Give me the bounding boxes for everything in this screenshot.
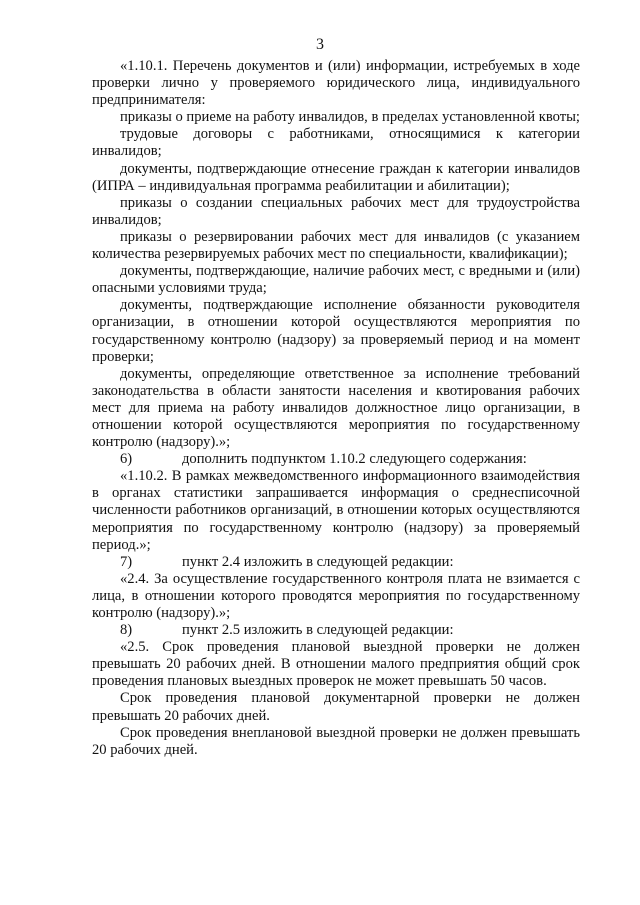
list-item-7 [92,554,580,571]
paragraph-special-workplaces: приказы о создании специальных рабочих мест для трудоустройства инвалидов; [92,194,580,228]
item-number: 6) [120,451,133,468]
item-text: пункт 2.5 изложить в следующей редакции: [182,622,454,639]
paragraph-1-10-1: «1.10.1. Перечень документов и (или) информации, истребуемых в ходе проверки лично у проверяемого юридического лица, индивидуального предпринимателя: [92,58,580,109]
paragraph-1-10-2: «1.10.2. В рамках межведомственного информационного взаимодействия в органах статистики запрашивается информация о среднесписочной численности работников организаций, в отношении которых осуществляются мероприятия по государственному контролю (надзору) за проверяемый период.»; [92,468,580,553]
paragraph-labor-contracts: трудовые договоры с работниками, относящимися к категории инвалидов; [92,126,580,160]
document-body [92,58,580,759]
paragraph-disability-docs: документы, подтверждающие отнесение граждан к категории инвалидов (ИПРА – индивидуальная программа реабилитации и абилитации); [92,160,580,194]
paragraph-documentary-check: Срок проведения плановой документарной проверки не должен превышать 20 рабочих дней. [92,690,580,724]
paragraph-manager-duty: документы, подтверждающие исполнение обязанности руководителя организации, в отношении которой осуществляются мероприятия по государственному контролю (надзору) за проверяемый период и на момент проверки; [92,297,580,365]
item-number: 7) [120,553,133,570]
list-item-8 [92,622,580,639]
item-number: 8) [120,622,133,639]
paragraph-2-4: «2.4. За осуществление государственного контроля плата не взимается с лица, в отношении которого проводятся мероприятия по государственному контролю (надзору).»; [92,570,580,621]
list-item-6 [92,451,580,468]
paragraph-reserved-workplaces: приказы о резервировании рабочих мест для инвалидов (с указанием количества резервируемых рабочих мест по специальности, квалификации); [92,228,580,263]
paragraph-hazardous-workplaces: документы, подтверждающие, наличие рабочих мест, с вредными и (или) опасными условиями труда; [92,263,580,297]
paragraph-orders-hiring: приказы о приеме на работу инвалидов, в пределах установленной квоты; [120,109,580,126]
page-number: 3 [316,36,324,53]
paragraph-responsible-official: документы, определяющие ответственное за исполнение требований законодательства в области занятости населения и квотирования рабочих мест для приема на работу инвалидов должностное лицо организации, в отношении которой осуществляются мероприятия по государственному контролю (надзору).»; [92,365,580,451]
paragraph-2-5: «2.5. Срок проведения плановой выездной проверки не должен превышать 20 рабочих дней. В отношении малого предприятия общий срок проведения плановых выездных проверок не может превышать 50 часов. [92,639,580,690]
paragraph-unscheduled-check: Срок проведения внеплановой выездной проверки не должен превышать 20 рабочих дней. [92,724,580,758]
item-text: дополнить подпунктом 1.10.2 следующего содержания: [182,451,527,468]
item-text: пункт 2.4 изложить в следующей редакции: [182,553,454,570]
